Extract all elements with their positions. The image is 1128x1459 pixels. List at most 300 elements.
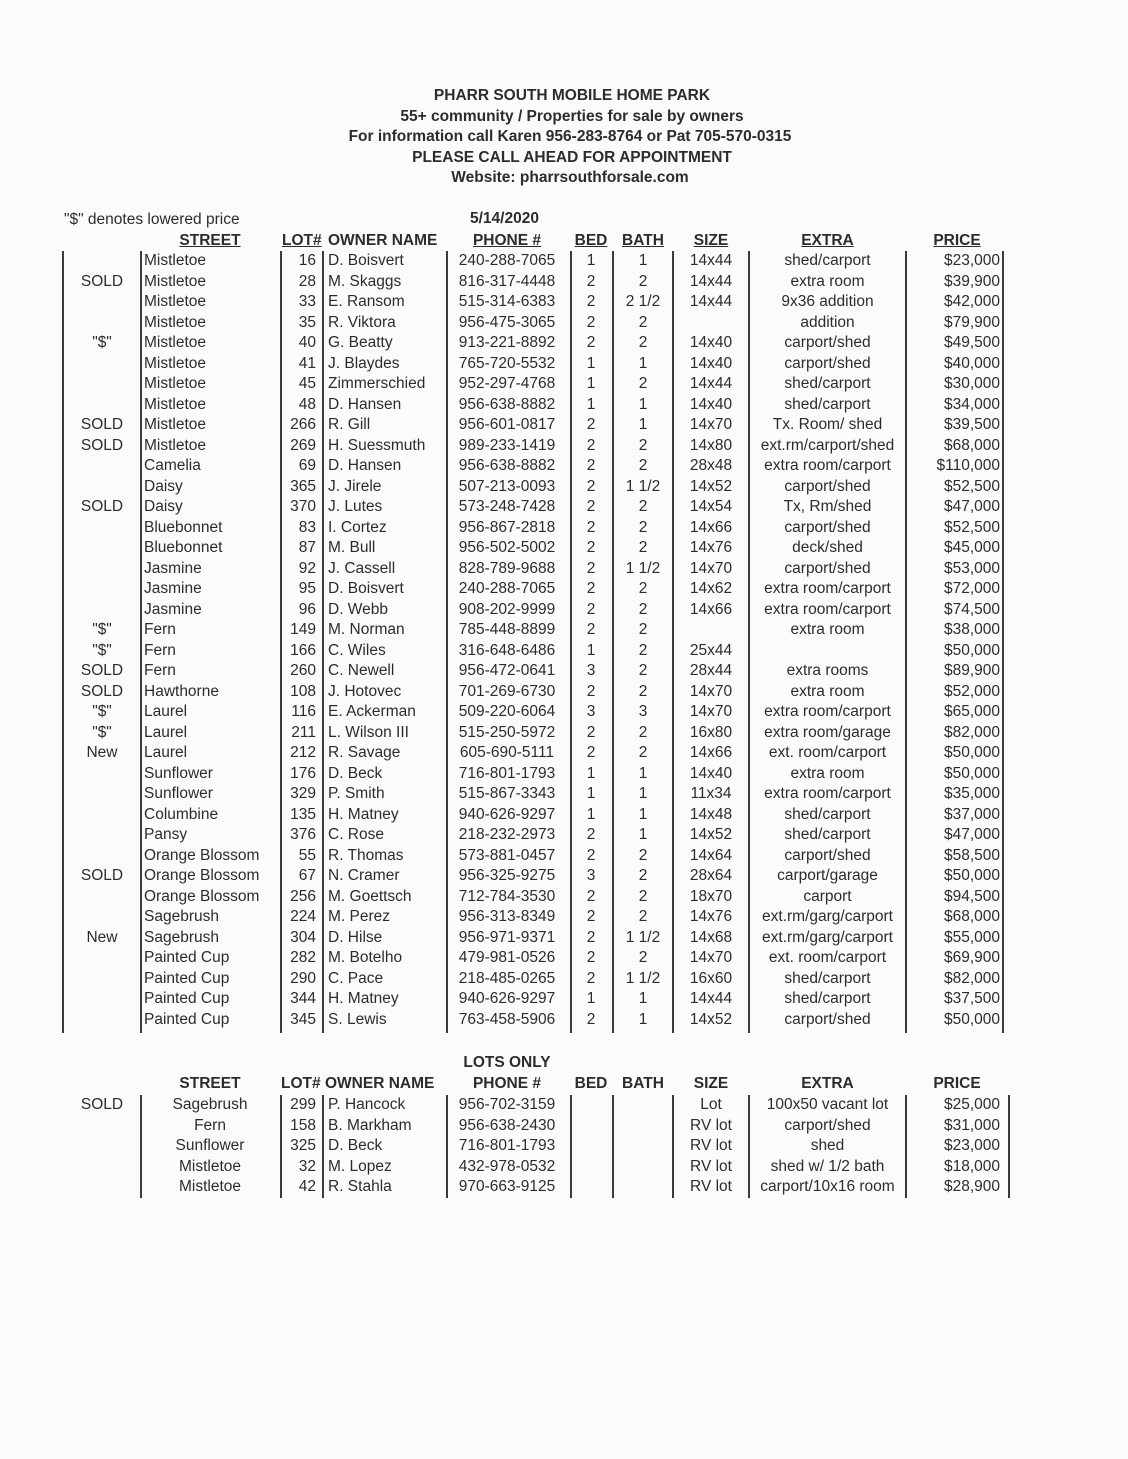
cell-phone: 956-638-8882 xyxy=(458,395,556,413)
cell-owner: Zimmerschied xyxy=(328,375,426,392)
cell-bed: 3 xyxy=(586,662,596,679)
cell-owner: D. Boisvert xyxy=(328,252,404,269)
cell-size: 14x66 xyxy=(689,600,733,618)
homes-column-divider xyxy=(280,251,282,1033)
cell-lot: 212 xyxy=(290,744,316,761)
cell-owner: G. Beatty xyxy=(328,334,393,351)
cell-price: $39,500 xyxy=(943,416,1000,433)
homes-column-divider xyxy=(748,251,750,1033)
cell-bed: 2 xyxy=(586,621,596,638)
cell-bath: 2 1/2 xyxy=(625,293,661,310)
cell-bath: 1 xyxy=(638,764,648,782)
cell-bath: 2 xyxy=(638,641,648,659)
cell-street: Sagebrush xyxy=(144,928,219,946)
cell-size: 14x40 xyxy=(689,354,733,372)
cell-bath: 1 xyxy=(638,785,648,802)
cell-bath: 1 xyxy=(638,1010,648,1028)
cell-price: $50,000 xyxy=(943,764,1000,782)
cell-lot: 48 xyxy=(298,395,316,413)
cell-status: SOLD xyxy=(80,498,124,515)
cell-price: $47,000 xyxy=(943,498,1000,515)
cell-bath: 2 xyxy=(638,313,648,331)
cell-size: 14x54 xyxy=(689,498,733,515)
cell-size: 14x64 xyxy=(689,846,733,864)
cell-bath: 2 xyxy=(638,949,648,966)
cell-owner: M. Perez xyxy=(328,908,391,925)
cell-size: 11x34 xyxy=(690,785,732,802)
cell-street: Laurel xyxy=(144,723,188,741)
cell-bed: 2 xyxy=(586,949,596,966)
cell-bed: 2 xyxy=(586,272,596,290)
cell-price: $65,000 xyxy=(943,703,1000,720)
cell-price: $50,000 xyxy=(943,1010,1000,1028)
cell-phone: 913-221-8892 xyxy=(458,334,556,351)
cell-extra: extra room/carport xyxy=(764,600,891,618)
contact-info: For information call Karen 956-283-8764 or Pat 705-570-0315 xyxy=(348,128,792,145)
cell-street: Mistletoe xyxy=(144,272,207,290)
cell-bath: 1 1/2 xyxy=(625,969,661,987)
cell-lot: 28 xyxy=(298,272,316,290)
cell-owner: C. Rose xyxy=(328,826,384,843)
cell-street: Jasmine xyxy=(144,600,202,618)
cell-extra: carport/shed xyxy=(784,1010,871,1028)
cell-bed: 1 xyxy=(586,785,596,802)
cell-price: $82,000 xyxy=(943,969,1000,987)
cell-size: 16x60 xyxy=(689,969,733,987)
cell-owner: M. Lopez xyxy=(328,1157,392,1175)
cell-phone: 956-472-0641 xyxy=(458,662,556,679)
cell-size: RV lot xyxy=(690,1157,732,1175)
cell-owner: P. Smith xyxy=(328,785,385,802)
cell-phone: 956-325-9275 xyxy=(458,867,556,884)
cell-phone: 316-648-6486 xyxy=(458,641,556,659)
cell-owner: R. Thomas xyxy=(328,846,404,864)
cell-price: $74,500 xyxy=(943,600,1000,618)
cell-lot: 224 xyxy=(290,908,316,925)
cell-extra: shed/carport xyxy=(784,252,871,269)
homes-column-divider xyxy=(1002,251,1004,1033)
cell-phone: 956-601-0817 xyxy=(458,416,556,433)
cell-phone: 240-288-7065 xyxy=(458,580,556,597)
cell-owner: J. Cassell xyxy=(328,559,396,577)
price-legend-note: "$" denotes lowered price xyxy=(64,211,240,228)
cell-lot: 211 xyxy=(291,723,316,741)
cell-street: Mistletoe xyxy=(178,1178,242,1195)
cell-street: Bluebonnet xyxy=(144,539,223,556)
lots-column-divider xyxy=(280,1095,282,1198)
cell-size: RV lot xyxy=(690,1137,732,1154)
cell-status: SOLD xyxy=(80,272,124,290)
cell-extra: shed xyxy=(810,1137,845,1154)
cell-owner: C. Pace xyxy=(328,969,384,987)
cell-bed: 2 xyxy=(586,887,596,905)
cell-bath: 2 xyxy=(638,457,648,474)
cell-owner: M. Norman xyxy=(328,621,405,638)
cell-street: Painted Cup xyxy=(144,990,230,1007)
cell-price: $28,900 xyxy=(943,1178,1000,1195)
cell-price: $42,000 xyxy=(943,293,1000,310)
cell-price: $50,000 xyxy=(943,867,1000,884)
cell-street: Mistletoe xyxy=(144,293,207,310)
cell-phone: 952-297-4768 xyxy=(458,375,556,392)
cell-street: Painted Cup xyxy=(144,949,230,966)
cell-lot: 135 xyxy=(290,805,316,823)
cell-price: $79,900 xyxy=(943,313,1000,331)
cell-extra: ext. room/carport xyxy=(768,744,887,761)
cell-phone: 956-867-2818 xyxy=(458,518,556,536)
column-header-lot: LOT# xyxy=(282,232,322,249)
cell-phone: 956-971-9371 xyxy=(458,928,556,946)
cell-owner: J. Blaydes xyxy=(328,354,400,372)
cell-street: Sagebrush xyxy=(144,908,219,925)
cell-price: $37,000 xyxy=(943,805,1000,823)
cell-phone: 716-801-1793 xyxy=(458,1137,556,1154)
cell-street: Sagebrush xyxy=(172,1096,248,1113)
cell-size: 14x66 xyxy=(689,744,733,761)
cell-lot: 376 xyxy=(290,826,316,843)
cell-lot: 16 xyxy=(298,252,316,269)
cell-lot: 116 xyxy=(291,703,316,720)
cell-extra: Tx. Room/ shed xyxy=(772,416,883,433)
cell-bed: 2 xyxy=(586,928,596,946)
cell-bed: 1 xyxy=(586,395,596,413)
cell-status: New xyxy=(86,744,118,761)
cell-phone: 956-638-8882 xyxy=(458,457,556,474)
cell-bath: 2 xyxy=(638,436,648,454)
cell-bed: 2 xyxy=(586,313,596,331)
cell-phone: 701-269-6730 xyxy=(458,682,556,700)
cell-bed: 2 xyxy=(586,334,596,351)
cell-phone: 515-250-5972 xyxy=(458,723,556,741)
lots-column-divider xyxy=(1008,1095,1010,1198)
cell-bed: 3 xyxy=(586,703,596,720)
cell-price: $94,500 xyxy=(943,887,1000,905)
cell-phone: 785-448-8899 xyxy=(458,621,556,638)
cell-bath: 2 xyxy=(638,846,648,864)
lots-column-header-price: PRICE xyxy=(933,1075,981,1092)
cell-phone: 515-867-3343 xyxy=(458,785,556,802)
cell-phone: 240-288-7065 xyxy=(458,252,556,269)
cell-lot: 365 xyxy=(290,477,316,495)
cell-extra: Tx, Rm/shed xyxy=(783,498,872,515)
cell-price: $37,500 xyxy=(943,990,1000,1007)
cell-lot: 282 xyxy=(290,949,316,966)
cell-bed: 1 xyxy=(586,764,596,782)
cell-lot: 256 xyxy=(290,887,316,905)
cell-extra: shed/carport xyxy=(784,375,871,392)
cell-street: Jasmine xyxy=(144,580,202,597)
cell-status: SOLD xyxy=(80,682,124,700)
cell-lot: 42 xyxy=(298,1178,316,1195)
cell-price: $23,000 xyxy=(943,1137,1000,1154)
cell-lot: 149 xyxy=(290,621,316,638)
cell-size: Lot xyxy=(700,1096,722,1113)
cell-status: "$" xyxy=(92,641,112,659)
cell-lot: 69 xyxy=(298,457,316,474)
cell-bath: 1 xyxy=(638,252,648,269)
cell-price: $30,000 xyxy=(943,375,1000,392)
cell-size: 28x44 xyxy=(689,662,733,679)
cell-phone: 573-881-0457 xyxy=(458,846,556,864)
cell-phone: 940-626-9297 xyxy=(458,990,556,1007)
lots-column-header-extra: EXTRA xyxy=(801,1075,854,1092)
cell-street: Mistletoe xyxy=(144,354,207,372)
cell-street: Mistletoe xyxy=(144,375,207,392)
lots-column-divider xyxy=(322,1095,324,1198)
cell-bath: 2 xyxy=(638,518,648,536)
cell-size: 28x64 xyxy=(689,867,733,884)
cell-extra: 9x36 addition xyxy=(781,293,874,310)
cell-bed: 2 xyxy=(586,1010,596,1028)
lots-column-divider xyxy=(748,1095,750,1198)
cell-street: Orange Blossom xyxy=(144,887,260,905)
cell-status: SOLD xyxy=(80,436,124,454)
cell-status: "$" xyxy=(92,703,112,720)
cell-bath: 2 xyxy=(638,908,648,925)
cell-owner: J. Lutes xyxy=(328,498,383,515)
cell-bath: 1 xyxy=(638,416,648,433)
cell-bath: 2 xyxy=(638,580,648,597)
cell-price: $69,900 xyxy=(943,949,1000,966)
cell-extra: shed/carport xyxy=(784,826,871,843)
cell-owner: D. Boisvert xyxy=(328,580,404,597)
cell-bed: 2 xyxy=(586,826,596,843)
cell-price: $52,500 xyxy=(943,477,1000,495)
cell-street: Painted Cup xyxy=(144,969,230,987)
cell-size: 14x52 xyxy=(689,1010,733,1028)
cell-extra: carport/shed xyxy=(784,1116,871,1134)
cell-extra: extra room xyxy=(790,272,865,290)
lots-column-divider xyxy=(672,1095,674,1198)
cell-street: Mistletoe xyxy=(144,334,207,351)
cell-bath: 2 xyxy=(638,744,648,761)
cell-lot: 304 xyxy=(290,928,316,946)
cell-bed: 2 xyxy=(586,580,596,597)
cell-bed: 2 xyxy=(586,518,596,536)
cell-size: RV lot xyxy=(690,1116,732,1134)
cell-extra: extra room/carport xyxy=(764,580,891,597)
homes-column-divider xyxy=(612,251,614,1033)
cell-lot: 266 xyxy=(290,416,316,433)
lots-column-header-owner: OWNER NAME xyxy=(325,1075,435,1092)
cell-size: 14x44 xyxy=(689,252,733,269)
cell-extra: carport/shed xyxy=(784,354,871,372)
cell-size: 18x70 xyxy=(689,887,733,905)
cell-phone: 956-702-3159 xyxy=(458,1096,556,1113)
cell-bed: 1 xyxy=(586,641,596,659)
cell-lot: 92 xyxy=(298,559,316,577)
cell-lot: 95 xyxy=(298,580,316,597)
homes-column-divider xyxy=(672,251,674,1033)
cell-lot: 166 xyxy=(290,641,316,659)
cell-bed: 2 xyxy=(586,846,596,864)
cell-bath: 3 xyxy=(638,703,648,720)
cell-size: 14x44 xyxy=(689,375,733,392)
cell-size: 14x70 xyxy=(689,949,733,966)
cell-street: Orange Blossom xyxy=(144,846,260,864)
cell-owner: S. Lewis xyxy=(328,1010,387,1028)
cell-street: Fern xyxy=(194,1116,226,1134)
cell-street: Fern xyxy=(144,662,176,679)
column-header-size: SIZE xyxy=(693,232,729,249)
cell-lot: 158 xyxy=(290,1116,316,1134)
cell-extra: extra room/carport xyxy=(764,457,891,474)
cell-lot: 87 xyxy=(298,539,316,556)
cell-bed: 1 xyxy=(586,375,596,392)
homes-column-divider xyxy=(446,251,448,1033)
cell-bath: 2 xyxy=(638,375,648,392)
cell-bed: 1 xyxy=(586,354,596,372)
cell-price: $55,000 xyxy=(943,928,1000,946)
cell-owner: P. Hancock xyxy=(328,1096,406,1113)
cell-owner: R. Viktora xyxy=(328,313,396,331)
lots-column-divider xyxy=(570,1095,572,1198)
cell-bed: 2 xyxy=(586,682,596,700)
cell-bath: 1 xyxy=(638,990,648,1007)
lots-column-header-phone: PHONE # xyxy=(472,1075,542,1092)
cell-price: $58,500 xyxy=(943,846,1000,864)
cell-bath: 2 xyxy=(638,539,648,556)
cell-size: 28x48 xyxy=(689,457,733,474)
homes-column-divider xyxy=(905,251,907,1033)
cell-street: Mistletoe xyxy=(144,436,207,454)
lots-column-header-bed: BED xyxy=(574,1075,608,1092)
cell-owner: B. Markham xyxy=(328,1116,412,1134)
cell-bath: 2 xyxy=(638,867,648,884)
cell-bath: 2 xyxy=(638,600,648,618)
cell-bed: 2 xyxy=(586,477,596,495)
cell-phone: 432-978-0532 xyxy=(458,1157,556,1175)
cell-lot: 329 xyxy=(290,785,316,802)
cell-price: $34,000 xyxy=(943,395,1000,413)
cell-phone: 712-784-3530 xyxy=(458,887,556,905)
cell-price: $50,000 xyxy=(943,744,1000,761)
cell-lot: 260 xyxy=(290,662,316,679)
cell-phone: 765-720-5532 xyxy=(458,354,556,372)
cell-phone: 479-981-0526 xyxy=(458,949,556,966)
cell-lot: 83 xyxy=(298,518,316,536)
cell-owner: I. Cortez xyxy=(328,518,387,536)
cell-bath: 1 xyxy=(638,826,648,843)
cell-size: 14x70 xyxy=(689,416,733,433)
cell-owner: D. Hansen xyxy=(328,457,402,474)
cell-extra: carport xyxy=(803,887,852,905)
cell-phone: 507-213-0093 xyxy=(458,477,556,495)
column-header-bath: BATH xyxy=(622,232,664,249)
cell-size: 14x70 xyxy=(689,559,733,577)
cell-lot: 35 xyxy=(298,313,316,331)
cell-street: Mistletoe xyxy=(144,252,207,269)
cell-lot: 176 xyxy=(290,764,316,782)
cell-status: "$" xyxy=(92,334,112,351)
cell-bath: 2 xyxy=(638,272,648,290)
cell-owner: C. Newell xyxy=(328,662,395,679)
cell-phone: 956-313-8349 xyxy=(458,908,556,925)
page-subtitle: 55+ community / Properties for sale by owners xyxy=(400,107,744,125)
cell-owner: J. Hotovec xyxy=(328,682,402,700)
cell-price: $68,000 xyxy=(943,436,1000,454)
cell-size: 14x70 xyxy=(689,682,733,700)
cell-price: $82,000 xyxy=(943,723,1000,741)
website-line: Website: pharrsouthforsale.com xyxy=(451,169,689,186)
lots-column-divider xyxy=(905,1095,907,1198)
cell-phone: 716-801-1793 xyxy=(458,764,556,782)
cell-phone: 218-485-0265 xyxy=(458,969,556,987)
cell-size: 14x52 xyxy=(689,477,733,495)
cell-size: 14x48 xyxy=(689,805,733,823)
cell-street: Laurel xyxy=(144,744,188,761)
cell-lot: 344 xyxy=(290,990,316,1007)
cell-lot: 108 xyxy=(290,682,316,700)
cell-street: Hawthorne xyxy=(144,682,219,700)
cell-owner: M. Botelho xyxy=(328,949,403,966)
cell-phone: 218-232-2973 xyxy=(458,826,556,843)
cell-street: Mistletoe xyxy=(144,395,207,413)
cell-phone: 573-248-7428 xyxy=(458,498,556,515)
cell-price: $52,500 xyxy=(943,518,1000,536)
cell-owner: H. Suessmuth xyxy=(328,436,426,454)
cell-price: $40,000 xyxy=(943,354,1000,372)
homes-column-divider xyxy=(140,251,142,1033)
cell-price: $110,000 xyxy=(936,457,1000,474)
cell-lot: 345 xyxy=(290,1010,316,1028)
cell-status: "$" xyxy=(92,621,112,638)
cell-size: 14x44 xyxy=(689,293,733,310)
cell-owner: M. Goettsch xyxy=(328,887,412,905)
cell-bath: 1 1/2 xyxy=(625,559,661,577)
cell-owner: J. Jirele xyxy=(328,477,382,495)
lots-only-title: LOTS ONLY xyxy=(463,1054,551,1071)
cell-extra: extra room/carport xyxy=(764,703,891,720)
cell-size: 14x68 xyxy=(689,928,733,946)
cell-owner: M. Skaggs xyxy=(328,272,402,290)
cell-bath: 1 1/2 xyxy=(625,928,661,946)
cell-street: Mistletoe xyxy=(144,416,207,433)
cell-price: $89,900 xyxy=(943,662,1000,679)
cell-street: Fern xyxy=(144,621,176,638)
cell-bed: 2 xyxy=(586,969,596,987)
cell-owner: D. Beck xyxy=(328,764,383,782)
cell-bath: 1 xyxy=(638,354,648,372)
cell-owner: R. Savage xyxy=(328,744,401,761)
cell-price: $25,000 xyxy=(943,1096,1000,1113)
cell-price: $53,000 xyxy=(943,559,1000,577)
cell-bath: 2 xyxy=(638,334,648,351)
cell-status: SOLD xyxy=(80,662,124,679)
cell-bath: 2 xyxy=(638,887,648,905)
column-header-price: PRICE xyxy=(933,232,981,249)
cell-phone: 515-314-6383 xyxy=(458,293,556,310)
cell-price: $50,000 xyxy=(943,641,1000,659)
cell-bed: 2 xyxy=(586,457,596,474)
cell-bed: 2 xyxy=(586,559,596,577)
lots-column-header-size: SIZE xyxy=(693,1075,729,1092)
cell-size: 14x76 xyxy=(689,539,733,556)
cell-owner: M. Bull xyxy=(328,539,376,556)
cell-bath: 1 xyxy=(638,805,648,823)
cell-bed: 2 xyxy=(586,908,596,925)
cell-phone: 956-475-3065 xyxy=(458,313,556,331)
cell-street: Pansy xyxy=(144,826,188,843)
cell-lot: 370 xyxy=(290,498,316,515)
cell-owner: E. Ransom xyxy=(328,293,405,310)
cell-lot: 45 xyxy=(298,375,316,392)
cell-extra: carport/garage xyxy=(777,867,878,884)
cell-street: Orange Blossom xyxy=(144,867,260,884)
cell-extra: shed/carport xyxy=(784,969,871,987)
cell-size: 14x66 xyxy=(689,518,733,536)
cell-extra: ext.rm/garg/carport xyxy=(762,908,893,925)
